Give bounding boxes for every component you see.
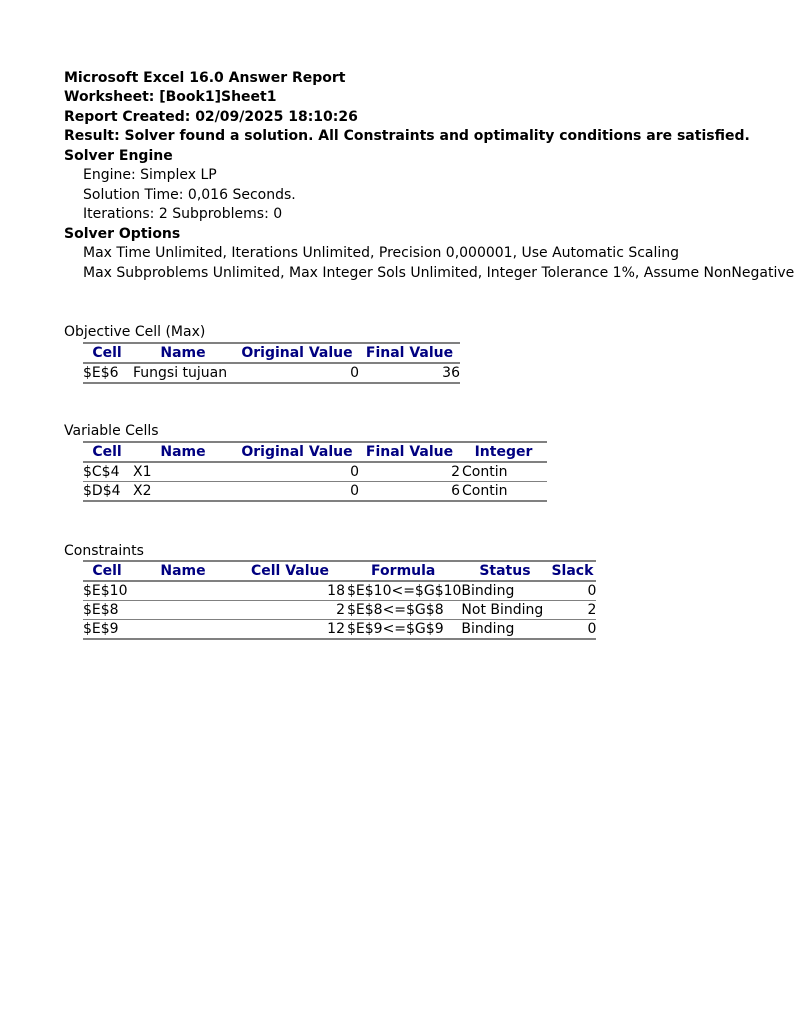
slack: 0 [548, 581, 596, 601]
cell-value: 18 [235, 581, 345, 601]
table-row [83, 363, 460, 383]
formula: $E$10<=$G$10 [347, 583, 462, 599]
formula: $E$9<=$G$9 [345, 620, 461, 640]
table-row [83, 462, 547, 482]
col-header-integer: Integer [460, 442, 547, 462]
variables-section-title: Variable Cells [64, 423, 159, 439]
table-row [83, 482, 547, 502]
cell-name: X1 [131, 462, 235, 482]
report-created: Report Created: 02/09/2025 18:10:26 [64, 109, 358, 125]
solver-options-heading: Solver Options [64, 226, 181, 242]
table-row [83, 601, 596, 620]
objective-header-row [83, 343, 460, 363]
col-header-original-value: Original Value [235, 442, 359, 462]
table-row [83, 620, 596, 640]
constraints-header-row [83, 561, 596, 581]
report-title: Microsoft Excel 16.0 Answer Report [64, 70, 346, 86]
final-value: 2 [359, 462, 460, 482]
col-header-status: Status [461, 561, 548, 581]
variables-table [83, 441, 547, 502]
cell-ref: $E$9 [83, 620, 131, 640]
cell-ref: $E$6 [83, 363, 131, 383]
col-header-slack: Slack [548, 561, 596, 581]
original-value: 0 [235, 462, 359, 482]
variables-header-row [83, 442, 547, 462]
cell-name [131, 581, 235, 601]
status: Not Binding [461, 601, 548, 620]
cell-name: X2 [131, 482, 235, 502]
status: Binding [461, 581, 548, 601]
original-value: 0 [235, 363, 359, 383]
original-value: 0 [235, 482, 359, 502]
solution-time: Solution Time: 0,016 Seconds. [83, 187, 296, 203]
cell-ref: $D$4 [83, 482, 131, 502]
solver-options-line-1: Max Time Unlimited, Iterations Unlimited, Precision 0,000001, Use Automatic Scaling [83, 245, 680, 261]
col-header-cell: Cell [83, 561, 131, 581]
objective-table [83, 342, 460, 384]
engine-type: Engine: Simplex LP [83, 167, 217, 183]
cell-ref: $C$4 [83, 462, 131, 482]
formula: $E$8<=$G$8 [345, 601, 461, 620]
col-header-formula: Formula [345, 561, 461, 581]
cell-ref: $E$8 [83, 601, 131, 620]
cell-name: Fungsi tujuan [131, 363, 235, 383]
slack: 0 [548, 620, 596, 640]
constraints-table [83, 560, 596, 640]
solver-engine-heading: Solver Engine [64, 148, 173, 164]
integer-type: Contin [460, 462, 547, 482]
cell-name [131, 620, 235, 640]
cell-value: 12 [235, 620, 345, 640]
worksheet-label: Worksheet: [Book1]Sheet1 [64, 89, 277, 105]
col-header-cell-value: Cell Value [235, 561, 345, 581]
iterations-info: Iterations: 2 Subproblems: 0 [83, 206, 283, 222]
col-header-name: Name [131, 343, 235, 363]
constraints-section-title: Constraints [64, 543, 144, 559]
result-message: Result: Solver found a solution. All Constraints and optimality conditions are satisfied. [64, 128, 750, 144]
slack: 2 [548, 601, 596, 620]
col-header-original-value: Original Value [235, 343, 359, 363]
col-header-cell: Cell [83, 343, 131, 363]
table-row [83, 581, 596, 601]
col-header-cell: Cell [83, 442, 131, 462]
col-header-final-value: Final Value [359, 442, 460, 462]
final-value: 6 [359, 482, 460, 502]
cell-name [131, 601, 235, 620]
integer-type: Contin [460, 482, 547, 502]
final-value: 36 [359, 363, 460, 383]
col-header-name: Name [131, 561, 235, 581]
objective-section-title: Objective Cell (Max) [64, 324, 206, 340]
col-header-final-value: Final Value [359, 343, 460, 363]
cell-ref: $E$10 [83, 581, 131, 601]
status: Binding [461, 620, 548, 640]
cell-value: 2 [235, 601, 345, 620]
col-header-name: Name [131, 442, 235, 462]
solver-options-line-2: Max Subproblems Unlimited, Max Integer Sols Unlimited, Integer Tolerance 1%, Assume NonNegative [83, 265, 794, 281]
